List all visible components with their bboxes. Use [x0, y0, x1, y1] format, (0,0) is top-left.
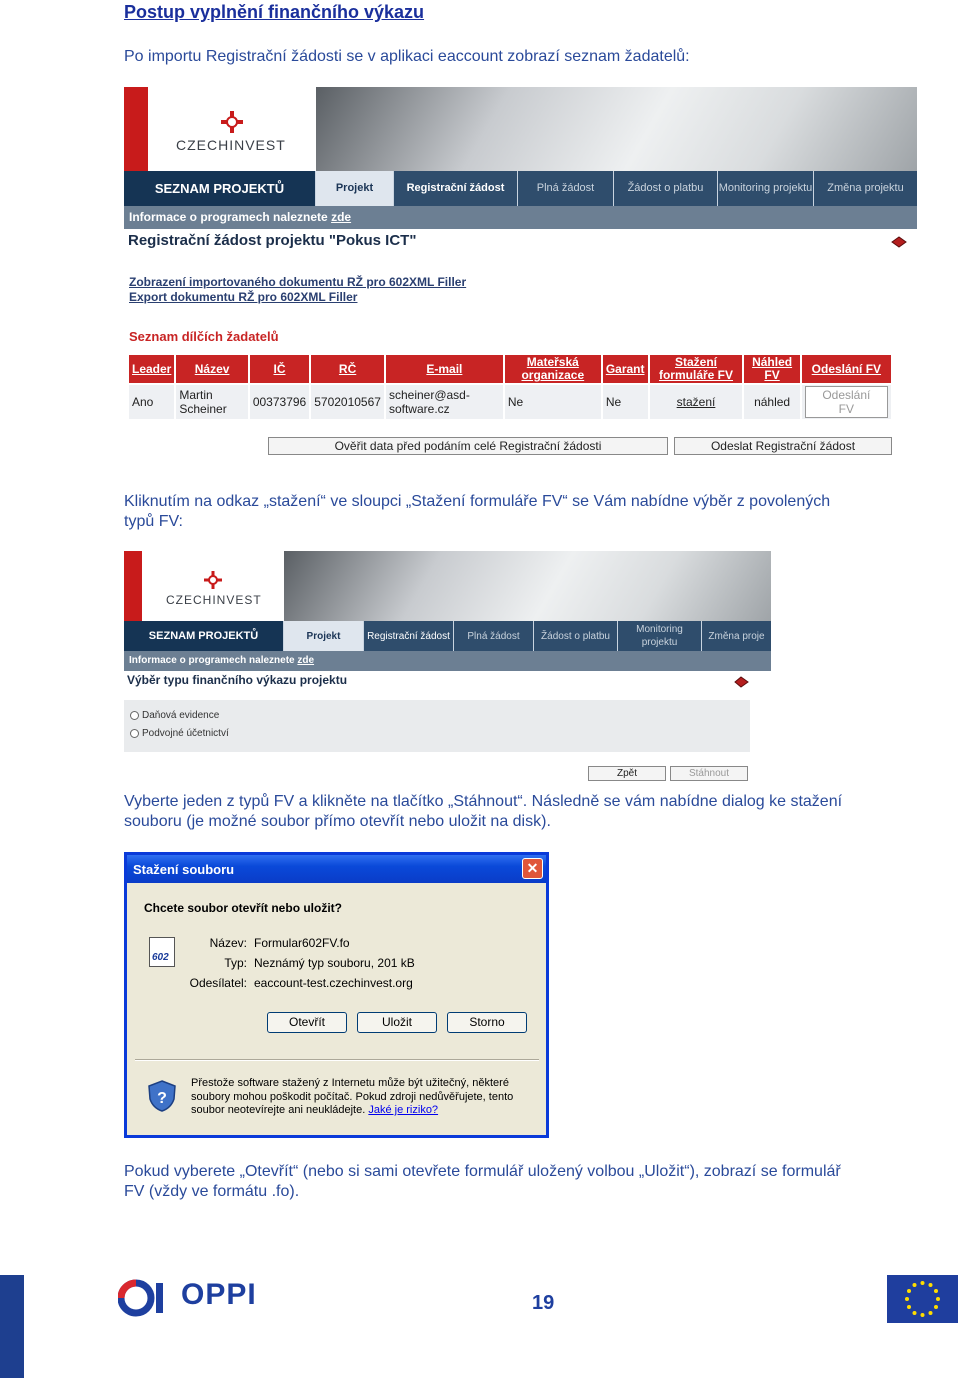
file-icon — [149, 937, 175, 967]
svg-text:?: ? — [157, 1090, 167, 1107]
link-export-document[interactable]: Export dokumentu RŽ pro 602XML Filler — [129, 290, 358, 304]
nav-zmena-projektu-2[interactable]: Změna proje — [708, 630, 765, 642]
fv-selection-title: Výběr typu finančního výkazu projektu — [127, 673, 348, 687]
nav-monitoring-2[interactable]: Monitoring projektu — [618, 621, 702, 651]
info-text: Informace o programech naleznete — [129, 210, 328, 224]
cell-nahled[interactable]: náhled — [743, 384, 800, 420]
screenshot-application-list — [124, 87, 917, 467]
warning-text — [191, 1077, 531, 1118]
radio-danova[interactable] — [130, 711, 139, 720]
footer-blue-strip — [0, 1275, 24, 1378]
application-title: Registrační žádost projektu "Pokus ICT" — [128, 232, 417, 249]
info-bar — [124, 206, 917, 229]
link-stazeni[interactable]: stažení — [649, 384, 744, 420]
czechinvest-logo-icon-2 — [202, 569, 224, 591]
option-danova-label: Daňová evidence — [142, 710, 220, 721]
paragraph-4-line-2: FV (vždy ve formátu .fo). — [124, 1183, 300, 1200]
info-link[interactable]: zde — [331, 210, 352, 224]
options-panel — [124, 700, 750, 752]
file-icon-label: 602 — [152, 952, 169, 963]
download-button[interactable]: Stáhnout — [670, 766, 748, 781]
logo-area — [124, 87, 316, 171]
book-icon-2[interactable] — [734, 675, 749, 689]
col-ic[interactable]: IČ — [249, 354, 310, 384]
cell-odeslani — [801, 384, 892, 420]
nav-plna-zadost[interactable]: Plná žádost — [518, 171, 614, 206]
paragraph-2-line-1: Kliknutím na odkaz „stažení“ ve sloupci „Stažení formuláře FV“ se Vám nabídne výběr z povolených — [124, 493, 831, 510]
option-podvojne-label: Podvojné účetnictví — [142, 728, 229, 739]
dialog-title: Stažení souboru — [127, 855, 546, 883]
book-icon[interactable] — [890, 234, 908, 250]
link-display-document[interactable]: Zobrazení importovaného dokumentu RŽ pro 602XML Filler — [129, 275, 467, 289]
back-button[interactable]: Zpět — [588, 766, 666, 781]
col-odeslani[interactable]: Odeslání FV — [801, 354, 892, 384]
nav-registracni-zadost-2[interactable]: Registrační žádost — [364, 621, 454, 651]
section-title: Seznam dílčích žadatelů — [129, 329, 279, 344]
info-text-2: Informace o programech naleznete — [129, 655, 295, 666]
nav-zadost-o-platbu[interactable]: Žádost o platbu — [614, 171, 718, 206]
banner-image-2 — [284, 551, 771, 621]
nav-monitoring[interactable]: Monitoring projektu — [718, 171, 814, 206]
col-nahled[interactable]: Náhled FV — [743, 354, 800, 384]
nav-seznam-projektu[interactable]: SEZNAM PROJEKTŮ — [124, 171, 316, 206]
label-name: Název: — [209, 936, 247, 950]
applicants-table — [127, 353, 893, 421]
nav-registracni-zadost[interactable]: Registrační žádost — [394, 171, 518, 206]
nav-projekt[interactable]: Projekt — [316, 171, 394, 206]
nav-zmena-projektu[interactable]: Změna projektu — [827, 182, 904, 194]
cell-nazev: Martin Scheiner — [175, 384, 248, 420]
col-nazev[interactable]: Název — [175, 354, 248, 384]
value-from: eaccount-test.czechinvest.org — [254, 976, 413, 990]
intro-paragraph: Po importu Registrační žádosti se v aplikaci eaccount zobrazí seznam žadatelů: — [124, 48, 690, 65]
paragraph-4-line-1: Pokud vyberete „Otevřít“ (nebo si sami otevřete formulář uložený volbou „Uložit“), zobrazí se formulář — [124, 1163, 841, 1180]
info-link-2[interactable]: zde — [297, 655, 315, 666]
table-header-row — [128, 354, 892, 384]
cell-leader: Ano — [128, 384, 175, 420]
eu-stars-icon — [887, 1275, 958, 1323]
nav-seznam-projektu-2[interactable]: SEZNAM PROJEKTŮ — [124, 621, 284, 651]
banner-image — [316, 87, 917, 171]
info-bar-2 — [124, 651, 771, 671]
label-type: Typ: — [224, 956, 247, 970]
cell-materska: Ne — [504, 384, 602, 420]
eu-flag — [887, 1275, 958, 1323]
value-type: Neznámý typ souboru, 201 kB — [254, 956, 415, 970]
main-nav — [124, 171, 917, 206]
logo-text: CZECHINVEST — [176, 137, 286, 153]
col-leader[interactable]: Leader — [128, 354, 175, 384]
oppi-logo-icon — [118, 1276, 166, 1320]
dialog-question: Chcete soubor otevřít nebo uložit? — [144, 901, 343, 915]
warning-body: Přestože software stažený z Internetu může být užitečný, některé soubory mohou poškodit počítač. Pokud zdroji nedůvěřujete, tento soubor neotevírejte ani neukládejte. — [191, 1077, 514, 1116]
red-bar-2 — [124, 551, 142, 621]
logo-text-2: CZECHINVEST — [166, 593, 262, 607]
close-icon[interactable]: ✕ — [522, 858, 543, 879]
risk-link[interactable]: Jaké je riziko? — [368, 1104, 439, 1116]
label-from: Odesílatel: — [189, 976, 247, 990]
red-bar — [124, 87, 148, 171]
option-podvojne-ucetnictvi[interactable] — [130, 728, 229, 739]
nav-plna-zadost-2[interactable]: Plná žádost — [454, 621, 534, 651]
logo-area-2 — [124, 551, 284, 621]
paragraph-2-line-2: typů FV: — [124, 513, 183, 530]
option-danova-evidence[interactable] — [130, 710, 219, 721]
col-stazeni[interactable]: Stažení formuláře FV — [649, 354, 744, 384]
value-name: Formular602FV.fo — [254, 936, 350, 950]
shield-icon — [147, 1079, 177, 1113]
paragraph-3-line-2: souboru (je možné soubor přímo otevřít nebo uložit na disk). — [124, 813, 551, 830]
odeslani-button[interactable]: Odeslání FV — [805, 386, 888, 418]
cell-ic: 00373796 — [249, 384, 310, 420]
col-materska[interactable]: Mateřská organizace — [504, 354, 602, 384]
czechinvest-logo-icon — [219, 109, 245, 135]
cell-email: scheiner@asd-software.cz — [385, 384, 504, 420]
save-button[interactable]: Uložit — [357, 1012, 437, 1033]
verify-button[interactable]: Ověřit data před podáním celé Registrační žádosti — [268, 437, 668, 455]
send-button[interactable]: Odeslat Registrační žádost — [674, 437, 892, 455]
download-dialog — [124, 852, 549, 1138]
cancel-button[interactable]: Storno — [447, 1012, 527, 1033]
page-number: 19 — [532, 1292, 555, 1314]
open-button[interactable]: Otevřít — [267, 1012, 347, 1033]
page-heading: Postup vyplnění finančního výkazu — [124, 2, 425, 22]
screenshot-fv-type-selection — [124, 551, 771, 786]
cell-rc: 5702010567 — [310, 384, 385, 420]
cell-garant: Ne — [602, 384, 649, 420]
table-row — [128, 384, 892, 420]
paragraph-3-line-1: Vyberte jeden z typů FV a klikněte na tlačítko „Stáhnout“. Následně se vám nabídne dialog ke stažení — [124, 793, 843, 810]
nav-projekt-2[interactable]: Projekt — [284, 621, 364, 651]
dialog-separator — [135, 1059, 539, 1061]
col-garant[interactable]: Garant — [602, 354, 649, 384]
main-nav-2 — [124, 621, 771, 651]
col-email[interactable]: E-mail — [385, 354, 504, 384]
nav-zadost-o-platbu-2[interactable]: Žádost o platbu — [534, 621, 618, 651]
radio-podvojne[interactable] — [130, 729, 139, 738]
col-rc[interactable]: RČ — [310, 354, 385, 384]
oppi-logo-text: OPPI — [181, 1278, 257, 1311]
